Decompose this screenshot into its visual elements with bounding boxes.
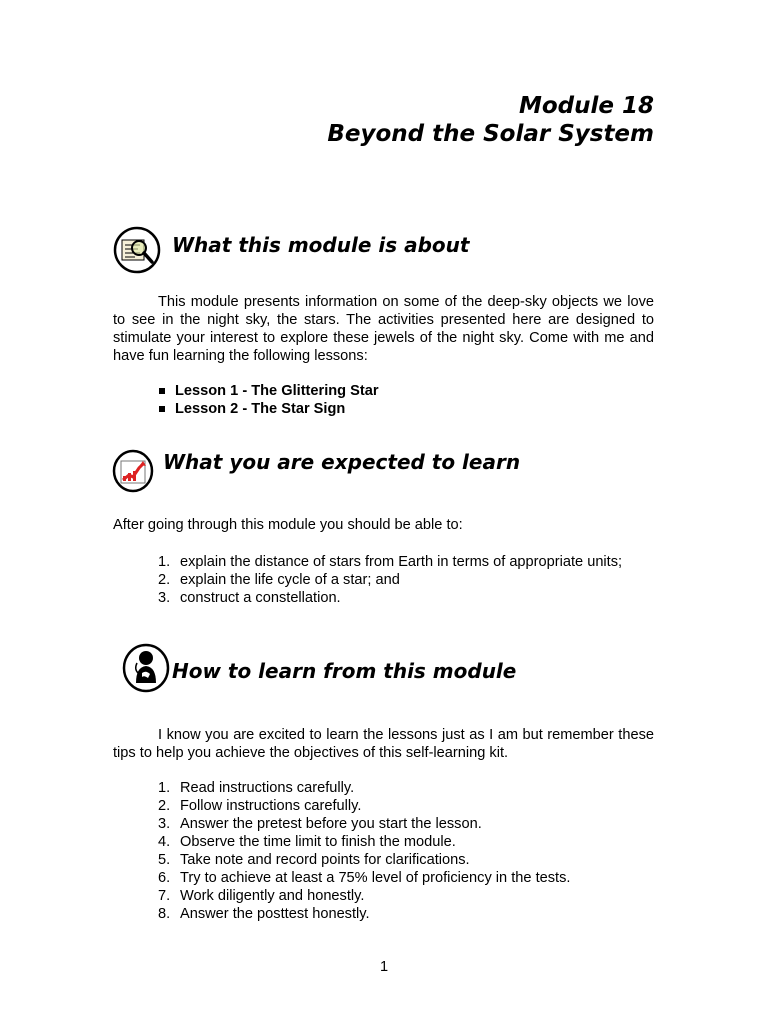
list-item: Lesson 2 - The Star Sign (158, 400, 379, 418)
about-paragraph: This module presents information on some of the deep-sky objects we love to see in the night sky, the stars. The activities presented here are designed to stimulate your interest to explore these jewels of the night sky. Come with me and have fun learning the following lessons: (113, 294, 654, 364)
list-item: 3. construct a constellation. (158, 590, 341, 606)
how-paragraph: I know you are excited to learn the lessons just as I am but remember these tips to help you achieve the objectives of this self-learning kit. (113, 727, 654, 761)
list-item: 8. Answer the posttest honestly. (158, 906, 370, 922)
module-title: Beyond the Solar System (327, 121, 654, 147)
list-item: 7. Work diligently and honestly. (158, 888, 365, 904)
list-item: 1. explain the distance of stars from Earth in terms of appropriate units; (158, 554, 623, 570)
section-heading-expected: What you are expected to learn (163, 450, 521, 474)
magnifier-document-icon (113, 226, 161, 274)
list-item: 4. Observe the time limit to finish the module. (158, 834, 456, 850)
expected-intro: After going through this module you should be able to: (113, 517, 463, 533)
list-item: 1. Read instructions carefully. (158, 780, 355, 796)
list-item: 5. Take note and record points for clarifications. (158, 852, 470, 868)
list-item: 6. Try to achieve at least a 75% level of proficiency in the tests. (158, 870, 571, 886)
list-item: 3. Answer the pretest before you start the lesson. (158, 816, 482, 832)
section-heading-about: What this module is about (172, 233, 470, 257)
list-item: 2. Follow instructions carefully. (158, 798, 362, 814)
list-item: Lesson 1 - The Glittering Star (158, 382, 379, 400)
page-number: 1 (379, 959, 389, 975)
tips-list (158, 779, 570, 923)
module-number: Module 18 (518, 93, 654, 119)
lesson-list (158, 382, 379, 418)
list-item: 2. explain the life cycle of a star; and (158, 572, 400, 588)
rising-chart-icon (112, 449, 154, 493)
objective-list (158, 553, 622, 607)
section-heading-how: How to learn from this module (172, 659, 517, 683)
thinking-person-icon (122, 643, 170, 693)
